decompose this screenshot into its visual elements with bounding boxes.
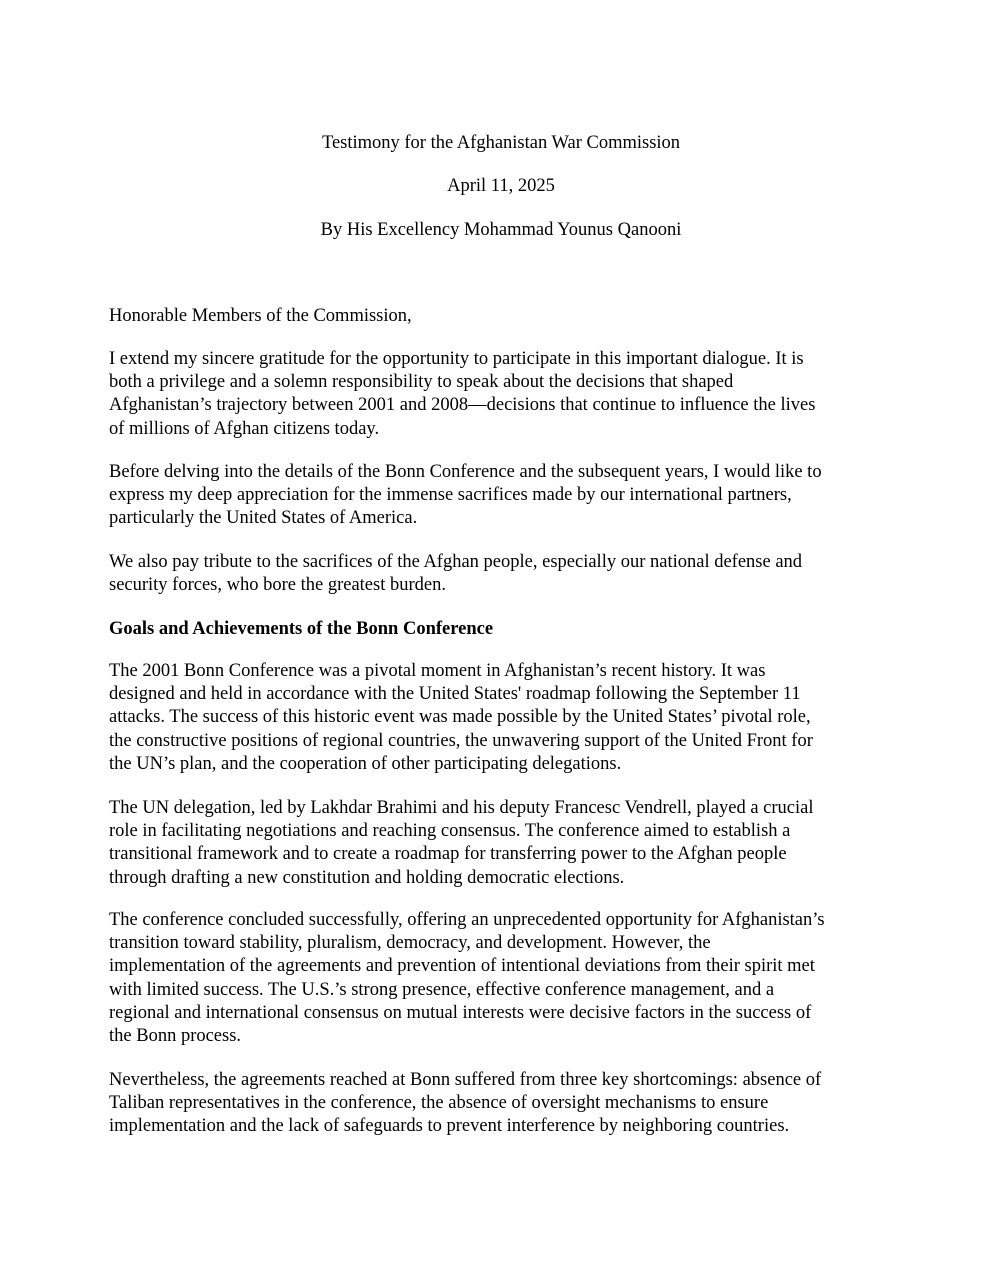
paragraph-gratitude (109, 348, 909, 441)
document-title: Testimony for the Afghanistan War Commission (321, 133, 681, 153)
paragraph-line: Afghanistan’s trajectory between 2001 and 2008—decisions that continue to influence the lives (109, 395, 816, 416)
paragraph-line: the Bonn process. (109, 1026, 242, 1047)
paragraph-line: implementation of the agreements and prevention of intentional deviations from their spirit met (109, 956, 815, 977)
paragraph-line: Taliban representatives in the conference, the absence of oversight mechanisms to ensure (109, 1093, 769, 1114)
paragraph-line: with limited success. The U.S.’s strong presence, effective conference management, and a (109, 979, 775, 1000)
paragraph-line: The 2001 Bonn Conference was a pivotal moment in Afghanistan’s recent history. It was (109, 661, 766, 681)
paragraph-line: security forces, who bore the greatest burden. (109, 575, 446, 596)
paragraph-line: both a privilege and a solemn responsibility to speak about the decisions that shaped (109, 372, 734, 393)
paragraph-line: implementation and the lack of safeguards to prevent interference by neighboring countries. (109, 1116, 790, 1137)
paragraph-line: I extend my sincere gratitude for the opportunity to participate in this important dialogue. It is (109, 349, 804, 369)
document-date: April 11, 2025 (447, 176, 555, 196)
paragraph-line: attacks. The success of this historic event was made possible by the United States’ pivotal role, (109, 707, 811, 728)
paragraph-line: The UN delegation, led by Lakhdar Brahimi and his deputy Francesc Vendrell, played a crucial (109, 798, 814, 818)
paragraph-line: designed and held in accordance with the United States' roadmap following the September 11 (109, 684, 801, 705)
paragraph-line: the UN’s plan, and the cooperation of other participating delegations. (109, 753, 622, 774)
paragraph-line: role in facilitating negotiations and reaching consensus. The conference aimed to establish a (109, 821, 791, 842)
paragraph-line: the constructive positions of regional countries, the unwavering support of the United Front for (109, 730, 813, 751)
paragraph-un-delegation (109, 797, 909, 890)
paragraph-line: The conference concluded successfully, offering an unprecedented opportunity for Afghanistan’s (109, 910, 825, 930)
paragraph-shortcomings (109, 1069, 909, 1139)
paragraph-line: We also pay tribute to the sacrifices of the Afghan people, especially our national defense and (109, 552, 803, 572)
salutation-text: Honorable Members of the Commission, (109, 306, 412, 326)
section-heading-text: Goals and Achievements of the Bonn Conference (109, 619, 494, 639)
paragraph-appreciation (109, 461, 909, 531)
paragraph-line: through drafting a new constitution and holding democratic elections. (109, 867, 625, 888)
paragraph-line: regional and international consensus on mutual interests were decisive factors in the success of (109, 1002, 812, 1023)
paragraph-conference-conclusion (109, 909, 909, 1048)
paragraph-line: of millions of Afghan citizens today. (109, 418, 380, 439)
paragraph-line: Before delving into the details of the Bonn Conference and the subsequent years, I would like to (109, 462, 822, 482)
paragraph-line: Nevertheless, the agreements reached at Bonn suffered from three key shortcomings: absence of (109, 1070, 822, 1090)
salutation (109, 305, 909, 328)
document-author: By His Excellency Mohammad Younus Qanooni (320, 220, 682, 240)
paragraph-bonn-history (109, 660, 909, 776)
paragraph-line: transitional framework and to create a roadmap for transferring power to the Afghan people (109, 844, 787, 865)
paragraph-line: transition toward stability, pluralism, democracy, and development. However, the (109, 933, 711, 954)
paragraph-line: particularly the United States of America. (109, 508, 418, 529)
section-heading (109, 618, 909, 641)
paragraph-line: express my deep appreciation for the immense sacrifices made by our international partners, (109, 485, 792, 506)
paragraph-tribute (109, 551, 909, 597)
